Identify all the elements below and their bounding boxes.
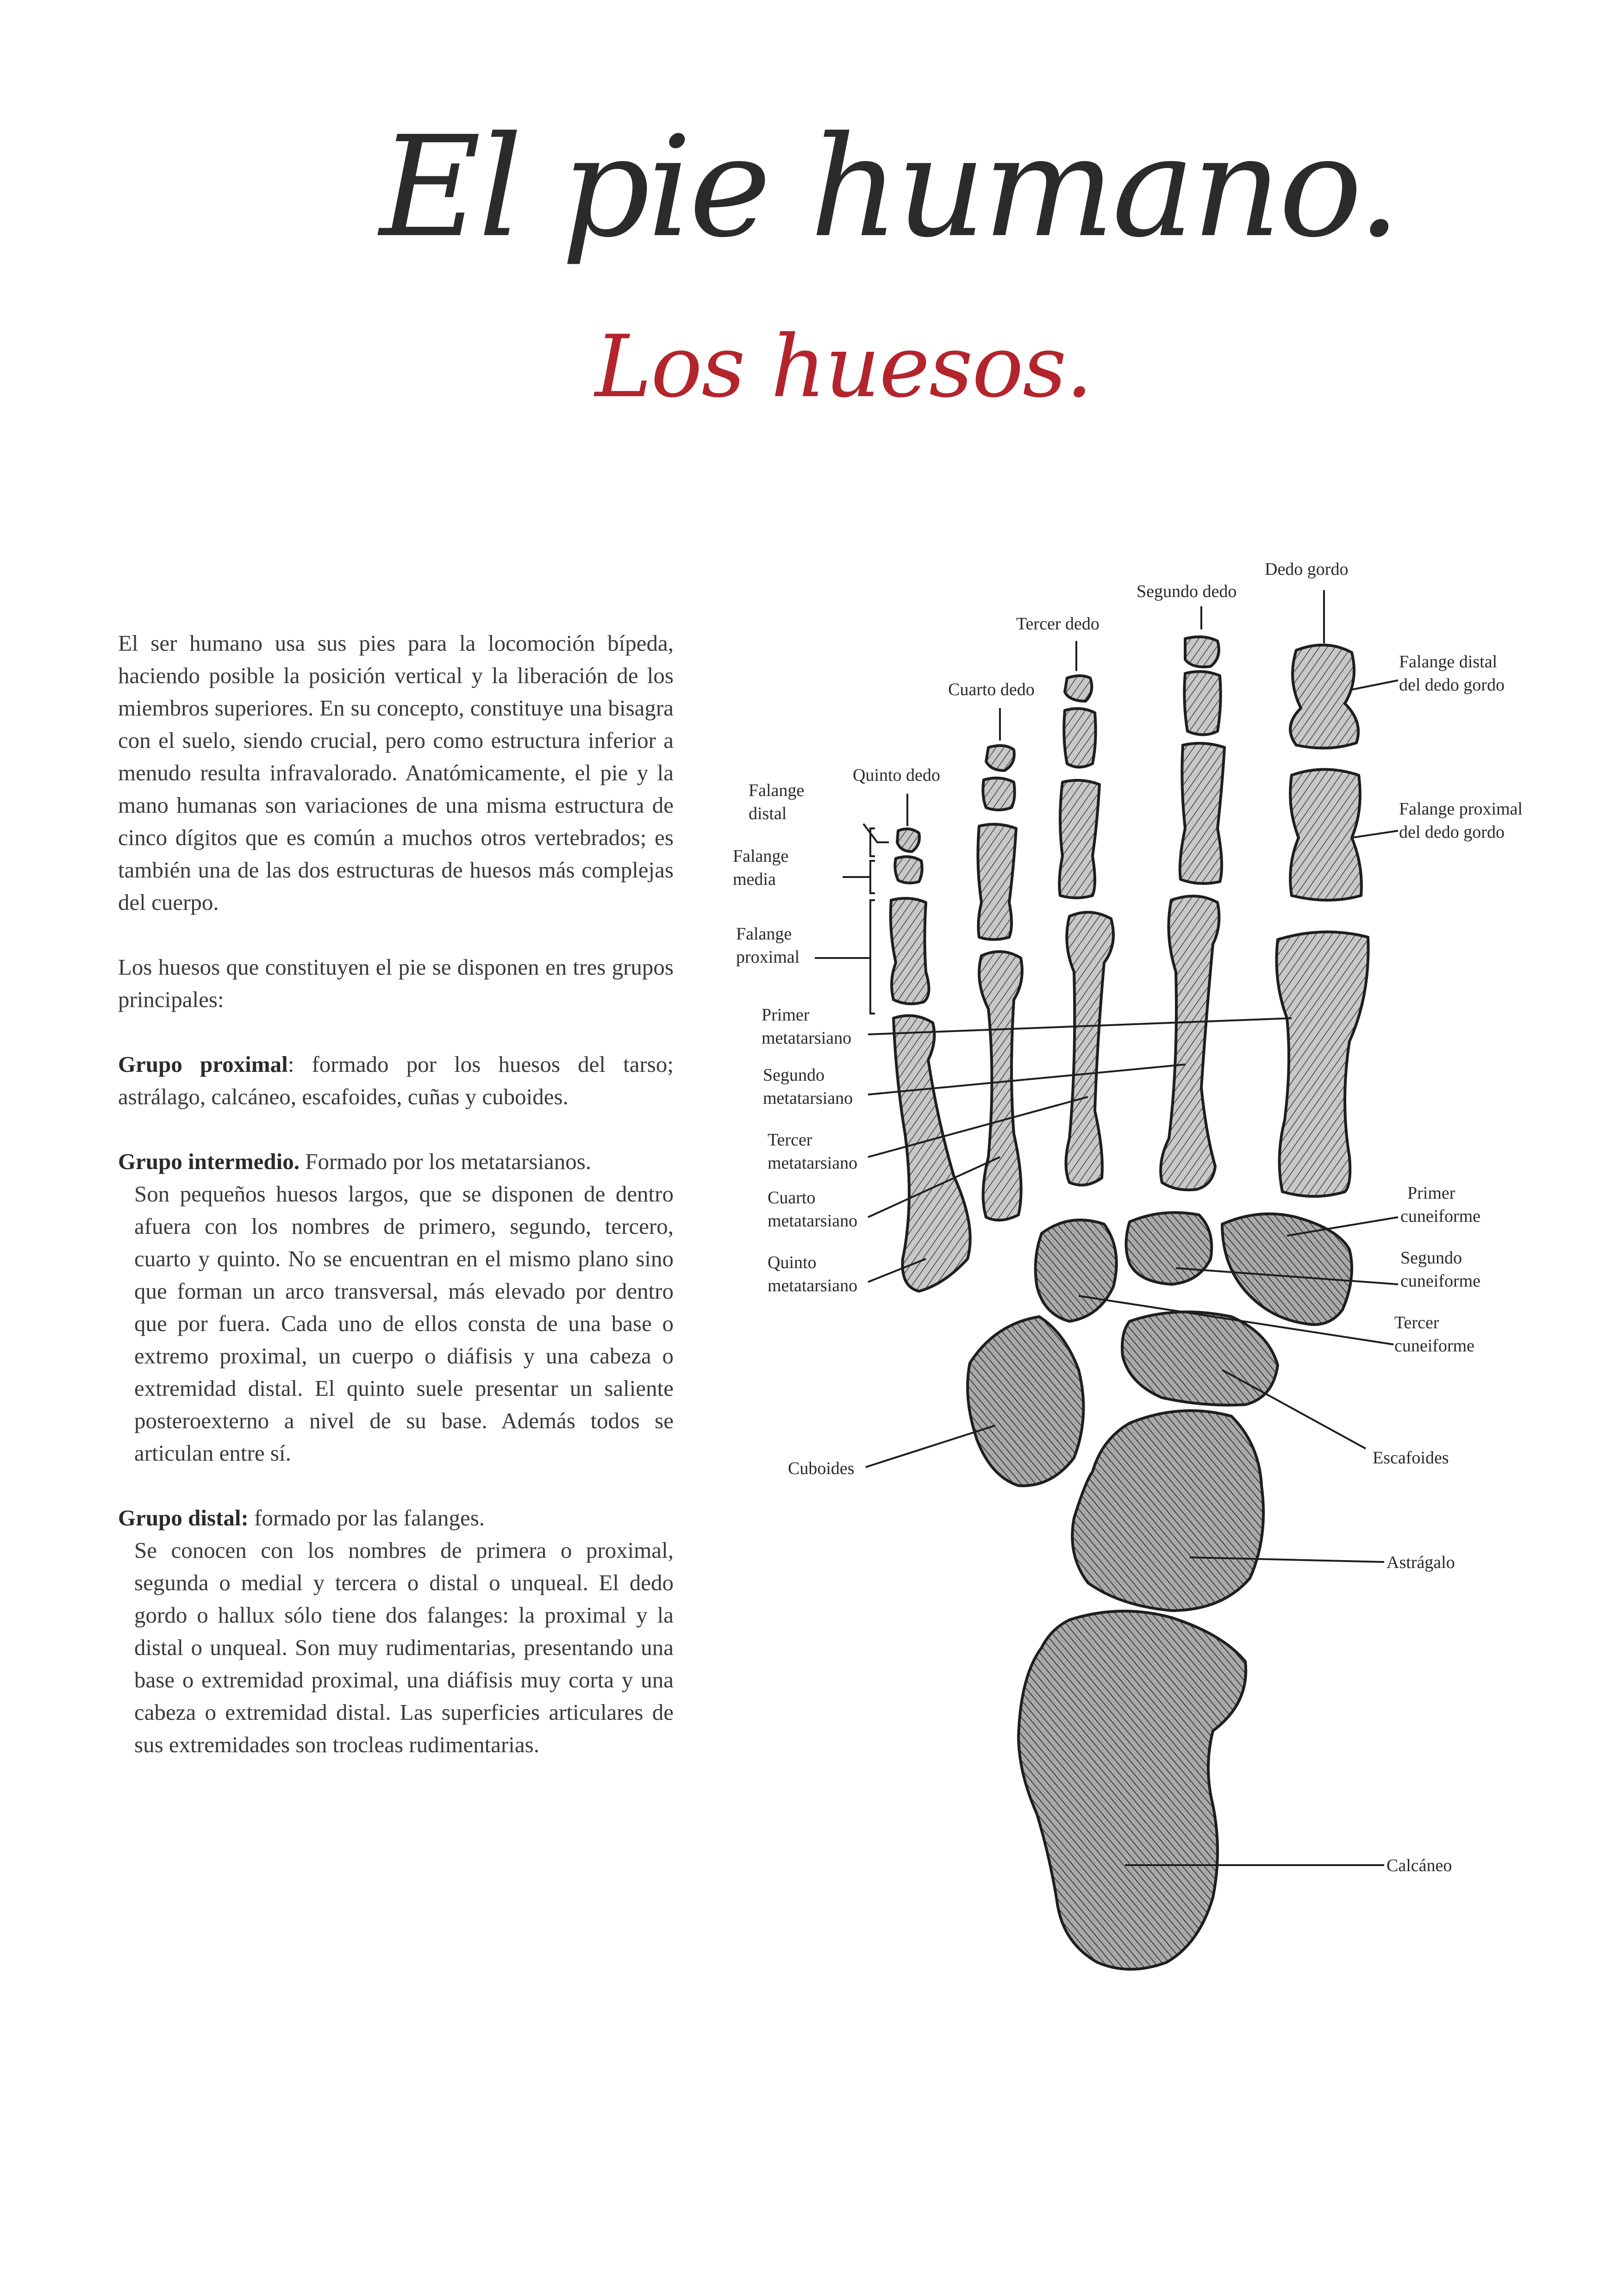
fifth-toe-middle-phalanx [895, 857, 922, 883]
label-m2-1: Segundo [763, 1065, 824, 1085]
label-cuarto-dedo: Cuarto dedo [948, 680, 1035, 699]
label-falange-media-2: media [733, 870, 776, 889]
label-fd-gordo-2: del dedo gordo [1399, 675, 1505, 695]
third-metatarsal [1066, 912, 1114, 1185]
distal-group-text: formado por las falanges. [248, 1505, 485, 1531]
label-astragalo: Astrágalo [1387, 1553, 1455, 1572]
big-toe-distal-phalanx [1290, 645, 1358, 748]
first-cuneiform [1222, 1214, 1352, 1325]
page-subtitle: Los huesos. [595, 317, 1092, 417]
intermediate-group-body: Son pequeños huesos largos, que se disponen de dentro afuera con los nombres de primero, segundo, tercero, cuarto y quinto. No se encuentran en el mismo plano sino que forman un arco transversal, más elevado por dentro que por fuera. Cada uno de ellos consta de una base o extremo proximal, un cuerpo o diáfisis y una cabeza o extremidad distal. El quinto suele presentar un saliente posteroexterno a nivel de su base. Además todos se articulan entre sí. [134, 1181, 674, 1466]
talus [1072, 1411, 1263, 1611]
label-c1-1: Primer [1407, 1183, 1455, 1203]
label-m3-1: Tercer [768, 1130, 812, 1150]
label-quinto-dedo: Quinto dedo [853, 765, 940, 785]
label-cuboides: Cuboides [788, 1459, 855, 1478]
label-tercer-dedo: Tercer dedo [1016, 614, 1099, 634]
intermediate-group-text: Formado por los metatarsianos. [299, 1149, 592, 1174]
label-m2-2: metatarsiano [763, 1089, 853, 1108]
intermediate-group-heading: Grupo intermedio. [118, 1149, 300, 1174]
groups-intro-paragraph: Los huesos que constituyen el pie se disponen en tres grupos principales: [118, 954, 674, 1012]
big-toe-proximal-phalanx [1290, 770, 1362, 901]
page-title: El pie humano. [380, 106, 1399, 268]
second-toe-distal-phalanx [1185, 637, 1219, 667]
fifth-toe-distal-phalanx [897, 829, 919, 852]
cuboid [968, 1317, 1083, 1486]
fifth-toe-proximal-phalanx [891, 898, 929, 1004]
second-toe-proximal-phalanx [1180, 743, 1224, 884]
distal-group-heading: Grupo distal: [118, 1505, 249, 1531]
label-falange-proximal-1: Falange [736, 924, 792, 944]
label-m3-2: metatarsiano [768, 1153, 858, 1173]
label-c3-2: cuneiforme [1394, 1336, 1475, 1356]
label-falange-media-1: Falange [733, 846, 789, 866]
fifth-metatarsal [893, 1015, 970, 1291]
first-metatarsal [1277, 932, 1368, 1196]
fourth-toe-middle-phalanx [983, 778, 1014, 810]
label-c3-1: Tercer [1394, 1313, 1439, 1332]
label-m1-2: metatarsiano [762, 1028, 852, 1048]
label-c1-2: cuneiforme [1400, 1207, 1481, 1226]
label-fp-gordo-2: del dedo gordo [1399, 822, 1505, 842]
label-m4-2: metatarsiano [768, 1211, 858, 1231]
second-cuneiform [1126, 1213, 1212, 1284]
distal-group-body: Se conocen con los nombres de primera o proximal, segunda o medial y tercera o distal o unqueal. El dedo gordo o hallux sólo tiene dos falanges: la proximal y la distal o unqueal. Son muy rudimentarias, presentando una base o extremidad proximal, una diáfisis muy corta y una cabeza o extremidad distal. Las superficies articulares de sus extremidades son trocleas rudimentarias. [134, 1537, 674, 1757]
third-cuneiform [1036, 1220, 1117, 1321]
label-calcaneo: Calcáneo [1387, 1856, 1452, 1875]
label-falange-distal-1: Falange [749, 781, 805, 800]
label-segundo-dedo: Segundo dedo [1137, 582, 1237, 601]
label-falange-proximal-2: proximal [736, 947, 800, 967]
label-c2-1: Segundo [1400, 1248, 1462, 1268]
navicular [1122, 1312, 1278, 1405]
label-escafoides: Escafoides [1373, 1448, 1449, 1468]
label-falange-distal-2: distal [749, 804, 787, 823]
fourth-toe-proximal-phalanx [978, 824, 1016, 940]
third-toe-distal-phalanx [1065, 676, 1092, 701]
proximal-group-text: : formado por los huesos del tarso; astrálago, calcáneo, escafoides, cuñas y cuboides. [118, 1052, 674, 1109]
label-fd-gordo-1: Falange distal [1399, 652, 1498, 672]
proximal-group-heading: Grupo proximal [118, 1052, 288, 1077]
label-m5-2: metatarsiano [768, 1276, 858, 1295]
second-toe-middle-phalanx [1184, 672, 1220, 735]
intro-paragraph: El ser humano usa sus pies para la locomoción bípeda, haciendo posible la posición vertical y la liberación de los miembros superiores. En su concepto, constituye una bisagra con el suelo, siendo crucial, pero como estructura inferior a menudo resulta infravalorado. Anatómicamente, el pie y la mano humanas son variaciones de una misma estructura de cinco dígitos que es común a muchos otros vertebrados; es también una de las dos estructuras de huesos más complejas del cuerpo. [118, 630, 674, 915]
label-fp-gordo-1: Falange proximal [1399, 799, 1523, 819]
label-m4-1: Cuarto [768, 1188, 816, 1207]
fourth-metatarsal [979, 952, 1022, 1220]
fourth-toe-distal-phalanx [986, 746, 1014, 771]
label-c2-2: cuneiforme [1400, 1271, 1481, 1291]
calcaneus [1018, 1611, 1246, 1969]
third-toe-proximal-phalanx [1059, 780, 1099, 898]
third-toe-middle-phalanx [1064, 709, 1095, 767]
second-metatarsal [1161, 896, 1219, 1190]
label-m1-1: Primer [762, 1005, 810, 1025]
label-dedo-gordo: Dedo gordo [1265, 560, 1349, 579]
label-m5-1: Quinto [768, 1253, 817, 1272]
